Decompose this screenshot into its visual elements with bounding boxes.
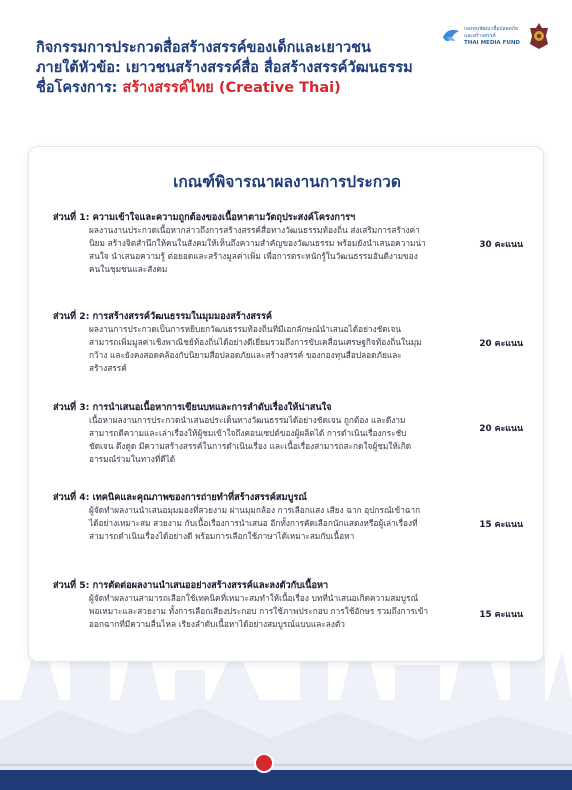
logo-group: [441, 22, 550, 50]
criteria-section-2: [53, 310, 523, 375]
section-heading: ส่วนที่ 4: เทคนิคและคุณภาพของการถ่ายทำที่สร้างสรรค์สมบูรณ์: [53, 492, 307, 503]
footer-dot: [254, 753, 274, 773]
section-heading: ส่วนที่ 1: ความเข้าใจและความถูกต้องของเนื้อหาตามวัตถุประสงค์โครงการฯ: [53, 212, 356, 223]
header-project-label: ชื่อโครงการ:: [36, 80, 123, 96]
header-project-name: สร้างสรรค์ไทย (Creative Thai): [122, 80, 341, 96]
section-body: ผู้จัดทำผลงานสามารถเลือกใช้เทคนิคที่เหมาะสมทำให้เนื้อเรื่อง บทที่นำเสนอเกิดความสมบูรณ์ พอเหมาะและสวยงาม ทั้งการเลือกเสียงประกอบ การใช้ภาพประกอบ การใช้อักษร รวมถึงการเข้าออกฉากที่มีความลื่นไหล เรียงลำดับเนื้อหาได้อย่างสมบูรณ์แบบและลงตัว: [89, 593, 428, 629]
section-body: ผลงานการประกวดเป็นการหยิบยกวัฒนธรรมท้องถิ่นที่มีเอกลักษณ์นำเสนอได้อย่างชัดเจน สามารถเพิ่มมูลค่าเชิงพาณิชย์ท้องถิ่นได้อย่างดีเยี่ยมรวมถึงการขับเคลื่อนเศรษฐกิจท้องถิ่นในมุมกว้าง และยังคงสอดคล้องกับนิยามสื่อปลอดภัยและสร้างสรรค์ ของกองทุนสื่อปลอดภัยและสร้างสรรค์: [89, 324, 422, 373]
footer-divider: [0, 764, 572, 766]
criteria-section-5: [53, 579, 523, 631]
logo-fund-name: กองทุนพัฒนาสื่อปลอดภัย: [464, 25, 519, 32]
criteria-section-3: [53, 401, 523, 466]
section-heading: ส่วนที่ 3: การนำเสนอเนื้อหาการเขียนบทและการลำดับเรื่องให้น่าสนใจ: [53, 402, 332, 413]
section-score: 15 คะแนน: [479, 520, 523, 530]
section-score: 20 คะแนน: [479, 424, 523, 434]
section-body: ผู้จัดทำผลงานนำเสนอมุมมองที่สวยงาม ผ่านมุมกล้อง การเลือกแสง เสียง ฉาก อุปกรณ์เข้าฉาก ได้อย่างเหมาะสม สวยงาม กับเนื้อเรื่องการนำเสนอ อีกทั้งการคัดเลือกนักแสดงหรือผู้เล่าเรื่องที่สามารถดำเนินเรื่องได้อย่างดี พร้อมการเลือกใช้ภาษาได้เหมาะสมกับเนื้อหา: [89, 505, 421, 541]
section-body: ผลงานงานประกวดเนื้อหากล่าวถึงการสร้างสรรค์สื่อทางวัฒนธรรมท้องถิ่น ส่งเสริมการสร้างค่านิยม สร้างจิตสำนึกให้คนในสังคมให้เห็นถึงความสำคัญของวัฒนธรรม พร้อมยังนำเสนอความน่าสนใจ นำเสนอความรู้ ต่อยอดและสร้างมูลค่าเพิ่ม เพื่อการตระหนักรู้ในวัฒนธรรมอันดีงามของคนในชุมชนและสังคม: [89, 225, 426, 274]
criteria-section-1: [53, 211, 523, 276]
section-body: เนื้อหาผลงานการประกวดนำเสนอประเด็นทางวัฒนธรรมได้อย่างชัดเจน ถูกต้อง และดีงาม สามารถดีความและเล่าเรื่องให้ผู้ชมเข้าใจถึงคอนเซปต์ของผู้ผลิตได้ การดำเนินเรื่องกระชับ ชัดเจน ดึงดูด มีความสร้างสรรค์ในการดำเนินเรื่อง และเนื้อเรื่องสามารถสะกดใจผู้ชมให้เกิดอารมณ์ร่วมในทางที่ดีได้: [89, 415, 412, 464]
section-heading: ส่วนที่ 2: การสร้างสรรค์วัฒนธรรมในมุมมองสร้างสรรค์: [53, 311, 273, 322]
header-topic: ภายใต้หัวข้อ: เยาวชนสร้างสรรค์สื่อ สื่อสร้างสรรค์วัฒนธรรม: [36, 60, 413, 76]
section-score: 30 คะแนน: [479, 240, 523, 250]
footer-band: [0, 770, 572, 790]
page-header: [36, 38, 456, 98]
panel-title: เกณฑ์พิจารณาผลงานการประกวด: [173, 173, 401, 191]
section-heading: ส่วนที่ 5: การตัดต่อผลงานนำเสนออย่างสร้างสรรค์และลงตัวกับเนื้อหา: [53, 580, 329, 591]
header-project: [36, 78, 456, 98]
ministry-seal-icon: [528, 22, 550, 50]
section-score: 20 คะแนน: [479, 339, 523, 349]
logo-fund-en: THAI MEDIA FUND: [464, 39, 520, 46]
thai-media-fund-logo: [441, 26, 520, 47]
criteria-section-4: [53, 491, 523, 543]
criteria-panel: [28, 146, 544, 662]
section-score: 15 คะแนน: [479, 610, 523, 620]
header-activity-title: กิจกรรมการประกวดสื่อสร้างสรรค์ของเด็กและเยาวชน: [36, 40, 371, 56]
dove-icon: [441, 27, 461, 45]
logo-fund-sub: และสร้างสรรค์: [464, 32, 496, 39]
